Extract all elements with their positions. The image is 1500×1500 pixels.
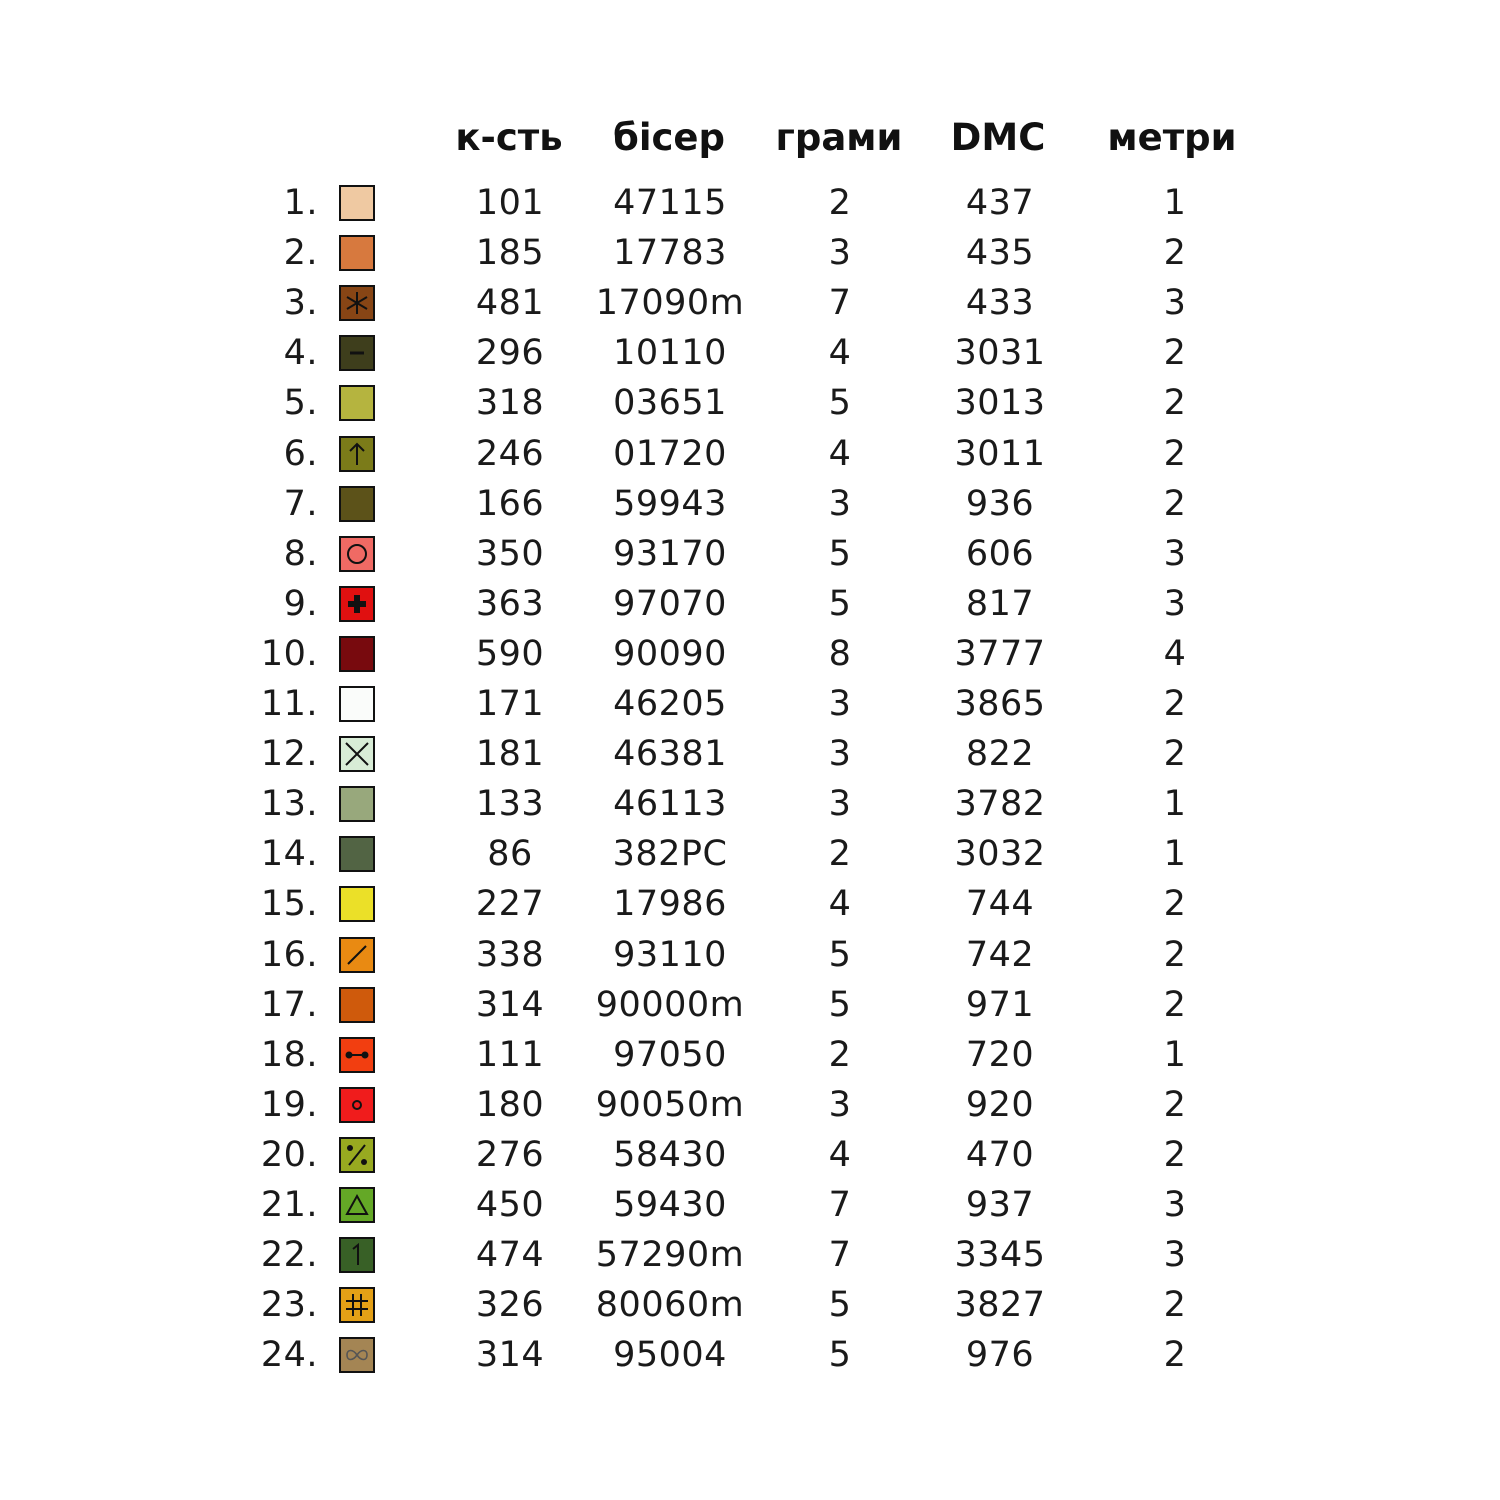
meters-cell: 3 xyxy=(1163,1185,1187,1225)
grams-cell: 2 xyxy=(828,183,852,223)
count-cell: 326 xyxy=(475,1285,545,1326)
bead-code-cell: 58430 xyxy=(613,1134,727,1175)
bead-code-cell: 46205 xyxy=(613,684,727,724)
count-cell: 296 xyxy=(475,333,545,374)
row-number: 9. xyxy=(283,583,318,624)
slash-icon xyxy=(341,939,373,971)
row-number: 6. xyxy=(283,433,318,474)
header-dmc: DMC xyxy=(950,116,1046,159)
dmc-cell: 606 xyxy=(965,533,1035,574)
bead-code-cell: 10110 xyxy=(613,333,727,374)
color-swatch xyxy=(339,686,375,722)
table-row xyxy=(0,378,1500,428)
dmc-cell: 3865 xyxy=(954,684,1046,724)
count-cell: 314 xyxy=(475,1335,545,1376)
meters-cell: 1 xyxy=(1163,834,1187,875)
row-number: 2. xyxy=(283,233,318,274)
color-swatch xyxy=(339,636,375,672)
meters-cell: 2 xyxy=(1163,1134,1187,1175)
count-cell: 590 xyxy=(475,633,545,674)
count-cell: 86 xyxy=(487,834,533,875)
color-swatch xyxy=(339,786,375,822)
bead-code-cell: 59943 xyxy=(613,483,727,524)
count-cell: 363 xyxy=(475,583,545,624)
row-number: 23. xyxy=(260,1285,318,1326)
bead-code-cell: 97050 xyxy=(613,1034,727,1075)
count-cell: 111 xyxy=(475,1034,545,1075)
row-number: 17. xyxy=(260,984,318,1025)
color-swatch xyxy=(339,1087,375,1123)
color-swatch xyxy=(339,987,375,1023)
grams-cell: 3 xyxy=(828,233,852,274)
grams-cell: 7 xyxy=(828,1185,852,1225)
table-row xyxy=(0,1030,1500,1080)
bead-code-cell: 93170 xyxy=(613,533,727,574)
row-number: 12. xyxy=(260,734,318,775)
count-cell: 450 xyxy=(475,1185,545,1225)
grams-cell: 4 xyxy=(828,884,852,925)
dmc-cell: 3031 xyxy=(954,333,1046,374)
dmc-cell: 976 xyxy=(965,1335,1035,1376)
count-cell: 133 xyxy=(475,784,545,825)
color-swatch xyxy=(339,937,375,973)
table-row xyxy=(0,178,1500,228)
meters-cell: 2 xyxy=(1163,684,1187,724)
grams-cell: 3 xyxy=(828,784,852,825)
table-row xyxy=(0,629,1500,679)
plus-icon xyxy=(341,588,373,620)
count-cell: 481 xyxy=(475,283,545,324)
grams-cell: 4 xyxy=(828,1134,852,1175)
bead-code-cell: 03651 xyxy=(613,383,727,424)
bead-code-cell: 17783 xyxy=(613,233,727,274)
dmc-cell: 3777 xyxy=(954,633,1046,674)
row-number: 4. xyxy=(283,333,318,374)
dmc-cell: 971 xyxy=(965,984,1035,1025)
bead-code-cell: 59430 xyxy=(613,1185,727,1225)
count-cell: 318 xyxy=(475,383,545,424)
meters-cell: 2 xyxy=(1163,934,1187,975)
table-row xyxy=(0,779,1500,829)
meters-cell: 2 xyxy=(1163,383,1187,424)
dmc-cell: 822 xyxy=(965,734,1035,775)
grams-cell: 4 xyxy=(828,433,852,474)
table-row xyxy=(0,228,1500,278)
table-row xyxy=(0,479,1500,529)
color-swatch xyxy=(339,1287,375,1323)
grams-cell: 5 xyxy=(828,383,852,424)
row-number: 15. xyxy=(260,884,318,925)
table-row xyxy=(0,529,1500,579)
meters-cell: 1 xyxy=(1163,183,1187,223)
row-number: 8. xyxy=(283,533,318,574)
grams-cell: 8 xyxy=(828,633,852,674)
bead-code-cell: 90000m xyxy=(595,984,745,1025)
count-cell: 180 xyxy=(475,1084,545,1125)
grams-cell: 5 xyxy=(828,533,852,574)
dmc-cell: 3011 xyxy=(954,433,1046,474)
count-cell: 171 xyxy=(475,684,545,724)
dmc-cell: 435 xyxy=(965,233,1035,274)
meters-cell: 3 xyxy=(1163,1235,1187,1276)
color-swatch xyxy=(339,335,375,371)
table-row xyxy=(0,328,1500,378)
dmc-cell: 744 xyxy=(965,884,1035,925)
color-swatch xyxy=(339,536,375,572)
color-swatch xyxy=(339,385,375,421)
dmc-cell: 920 xyxy=(965,1084,1035,1125)
meters-cell: 2 xyxy=(1163,1335,1187,1376)
table-row xyxy=(0,930,1500,980)
header-grams: грами xyxy=(775,116,903,159)
grams-cell: 2 xyxy=(828,834,852,875)
dmc-cell: 3032 xyxy=(954,834,1046,875)
grams-cell: 3 xyxy=(828,1084,852,1125)
dmc-cell: 937 xyxy=(965,1185,1035,1225)
table-row xyxy=(0,1230,1500,1280)
row-number: 7. xyxy=(283,483,318,524)
bead-code-cell: 93110 xyxy=(613,934,727,975)
bead-code-cell: 97070 xyxy=(613,583,727,624)
meters-cell: 1 xyxy=(1163,784,1187,825)
table-row xyxy=(0,1080,1500,1130)
digit-one-icon xyxy=(341,1239,373,1271)
bead-code-cell: 46113 xyxy=(613,784,727,825)
table-row xyxy=(0,1280,1500,1330)
color-swatch xyxy=(339,1337,375,1373)
count-cell: 166 xyxy=(475,483,545,524)
grams-cell: 4 xyxy=(828,333,852,374)
circle-icon xyxy=(341,538,373,570)
bead-code-cell: 17090m xyxy=(595,283,745,324)
meters-cell: 2 xyxy=(1163,1084,1187,1125)
dmc-cell: 3782 xyxy=(954,784,1046,825)
color-swatch xyxy=(339,736,375,772)
dmc-cell: 437 xyxy=(965,183,1035,223)
triangle-icon xyxy=(341,1189,373,1221)
color-swatch xyxy=(339,886,375,922)
meters-cell: 2 xyxy=(1163,233,1187,274)
row-number: 13. xyxy=(260,784,318,825)
bead-code-cell: 90050m xyxy=(595,1084,745,1125)
count-cell: 181 xyxy=(475,734,545,775)
dmc-cell: 3827 xyxy=(954,1285,1046,1326)
row-number: 20. xyxy=(260,1134,318,1175)
infinity-icon xyxy=(341,1339,373,1371)
count-cell: 314 xyxy=(475,984,545,1025)
color-swatch xyxy=(339,1137,375,1173)
bead-code-cell: 57290m xyxy=(595,1235,745,1276)
minus-icon xyxy=(341,337,373,369)
meters-cell: 2 xyxy=(1163,483,1187,524)
row-number: 3. xyxy=(283,283,318,324)
meters-cell: 3 xyxy=(1163,283,1187,324)
count-cell: 350 xyxy=(475,533,545,574)
meters-cell: 2 xyxy=(1163,333,1187,374)
bead-code-cell: 90090 xyxy=(613,633,727,674)
color-swatch xyxy=(339,436,375,472)
count-cell: 474 xyxy=(475,1235,545,1276)
grams-cell: 7 xyxy=(828,283,852,324)
color-swatch xyxy=(339,185,375,221)
grams-cell: 5 xyxy=(828,1335,852,1376)
row-number: 19. xyxy=(260,1084,318,1125)
grams-cell: 5 xyxy=(828,1285,852,1326)
row-number: 1. xyxy=(283,183,318,223)
count-cell: 338 xyxy=(475,934,545,975)
color-swatch xyxy=(339,1037,375,1073)
count-cell: 227 xyxy=(475,884,545,925)
bead-code-cell: 46381 xyxy=(613,734,727,775)
meters-cell: 2 xyxy=(1163,1285,1187,1326)
table-row xyxy=(0,1330,1500,1380)
grams-cell: 5 xyxy=(828,934,852,975)
bead-code-cell: 01720 xyxy=(613,433,727,474)
dmc-cell: 936 xyxy=(965,483,1035,524)
meters-cell: 2 xyxy=(1163,884,1187,925)
bead-code-cell: 47115 xyxy=(613,183,727,223)
dmc-cell: 433 xyxy=(965,283,1035,324)
meters-cell: 1 xyxy=(1163,1034,1187,1075)
bead-code-cell: 80060m xyxy=(595,1285,745,1326)
percent-icon xyxy=(341,1139,373,1171)
dmc-cell: 3013 xyxy=(954,383,1046,424)
color-swatch xyxy=(339,486,375,522)
header-bead: бісер xyxy=(612,116,726,159)
grams-cell: 7 xyxy=(828,1235,852,1276)
grams-cell: 3 xyxy=(828,483,852,524)
dmc-cell: 720 xyxy=(965,1034,1035,1075)
dot-line-dot-icon xyxy=(341,1039,373,1071)
dmc-cell: 3345 xyxy=(954,1235,1046,1276)
grams-cell: 3 xyxy=(828,734,852,775)
grams-cell: 2 xyxy=(828,1034,852,1075)
header-meters: метри xyxy=(1107,116,1237,159)
table-row xyxy=(0,429,1500,479)
grams-cell: 3 xyxy=(828,684,852,724)
row-number: 5. xyxy=(283,383,318,424)
meters-cell: 3 xyxy=(1163,583,1187,624)
table-row xyxy=(0,829,1500,879)
row-number: 21. xyxy=(260,1185,318,1225)
table-row xyxy=(0,278,1500,328)
dmc-cell: 470 xyxy=(965,1134,1035,1175)
row-number: 18. xyxy=(260,1034,318,1075)
asterisk-icon xyxy=(341,287,373,319)
dmc-cell: 742 xyxy=(965,934,1035,975)
count-cell: 101 xyxy=(475,183,545,223)
grams-cell: 5 xyxy=(828,583,852,624)
table-row xyxy=(0,729,1500,779)
count-cell: 246 xyxy=(475,433,545,474)
grams-cell: 5 xyxy=(828,984,852,1025)
color-swatch xyxy=(339,1237,375,1273)
row-number: 24. xyxy=(260,1335,318,1376)
table-row xyxy=(0,1180,1500,1230)
color-swatch xyxy=(339,1187,375,1223)
meters-cell: 2 xyxy=(1163,734,1187,775)
table-row xyxy=(0,579,1500,629)
row-number: 22. xyxy=(260,1235,318,1276)
color-swatch xyxy=(339,836,375,872)
count-cell: 185 xyxy=(475,233,545,274)
count-cell: 276 xyxy=(475,1134,545,1175)
meters-cell: 4 xyxy=(1163,633,1187,674)
table-row xyxy=(0,980,1500,1030)
row-number: 10. xyxy=(260,633,318,674)
color-swatch xyxy=(339,586,375,622)
color-swatch xyxy=(339,235,375,271)
row-number: 16. xyxy=(260,934,318,975)
cross-icon xyxy=(341,738,373,770)
color-swatch xyxy=(339,285,375,321)
dmc-cell: 817 xyxy=(965,583,1035,624)
meters-cell: 3 xyxy=(1163,533,1187,574)
table-row xyxy=(0,1130,1500,1180)
table-row xyxy=(0,879,1500,929)
small-circle-icon xyxy=(341,1089,373,1121)
bead-code-cell: 95004 xyxy=(613,1335,727,1376)
header-count: к-сть xyxy=(455,116,563,159)
row-number: 14. xyxy=(260,834,318,875)
row-number: 11. xyxy=(260,684,318,724)
meters-cell: 2 xyxy=(1163,433,1187,474)
table-row xyxy=(0,679,1500,729)
hash-icon xyxy=(341,1289,373,1321)
meters-cell: 2 xyxy=(1163,984,1187,1025)
bead-code-cell: 17986 xyxy=(613,884,727,925)
bead-code-cell: 382PC xyxy=(612,834,728,875)
arrow-up-icon xyxy=(341,438,373,470)
